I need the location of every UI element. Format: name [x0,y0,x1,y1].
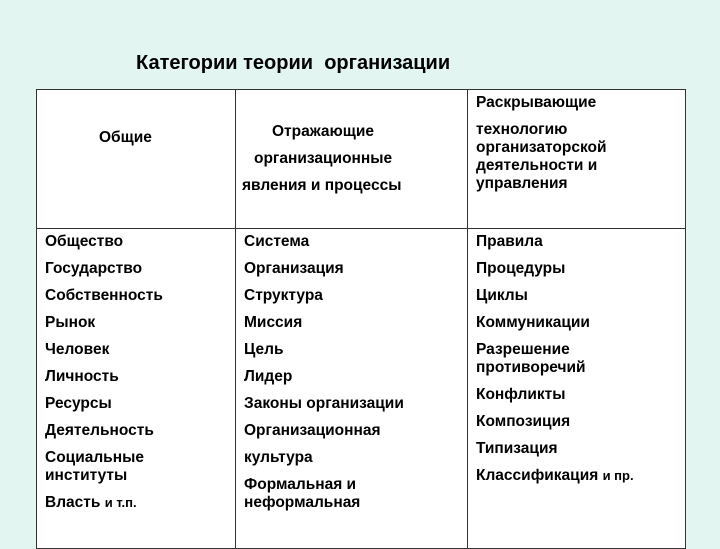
list-item-main: Власть [45,494,105,511]
header-reflecting [242,123,472,204]
list-item: Конфликты [476,386,566,403]
header-divider [37,228,685,229]
list-item: Типизация [476,440,558,457]
list-item: Формальная и неформальная [244,476,361,511]
list-item: Деятельность [45,422,154,439]
list-item: Социальные институты [45,449,144,484]
list-item: Циклы [476,287,528,304]
column-revealing [476,233,671,494]
list-item [45,494,240,512]
list-item: Человек [45,341,110,358]
list-item: Собственность [45,287,163,304]
list-item: Правила [476,233,543,250]
list-item: Цель [244,341,284,358]
list-item: Ресурсы [45,395,112,412]
list-item: Государство [45,260,143,277]
list-item: Разрешение противоречий [476,341,586,376]
list-item: Коммуникации [476,314,590,331]
header-revealing-first: Раскрывающие [476,94,597,111]
column-general [45,233,240,521]
header-revealing [476,94,676,193]
list-item-small: и т.п. [104,495,137,510]
list-item: Организационная [244,422,381,439]
column-reflecting [244,233,439,521]
page-title: Категории теории организации [136,52,451,74]
list-item: Структура [244,287,323,304]
list-item: Рынок [45,314,96,331]
header-reflecting-line: Отражающие [272,123,374,140]
header-revealing-rest: технологию организаторской деятельности и управления [476,121,607,192]
header-reflecting-line: явления и процессы [242,177,402,194]
list-item: Процедуры [476,260,566,277]
list-item-main: Классификация [476,467,603,484]
list-item: Лидер [244,368,293,385]
list-item-small: и пр. [602,468,634,483]
list-item: Композиция [476,413,571,430]
header-reflecting-line: организационные [254,150,393,167]
list-item: Организация [244,260,344,277]
list-item: культура [244,449,313,466]
categories-table [36,89,686,549]
list-item: Общество [45,233,124,250]
header-general: Общие [99,129,152,146]
list-item: Миссия [244,314,303,331]
list-item: Личность [45,368,119,385]
list-item: Законы организации [244,395,404,412]
list-item: Система [244,233,310,250]
list-item [476,467,656,485]
